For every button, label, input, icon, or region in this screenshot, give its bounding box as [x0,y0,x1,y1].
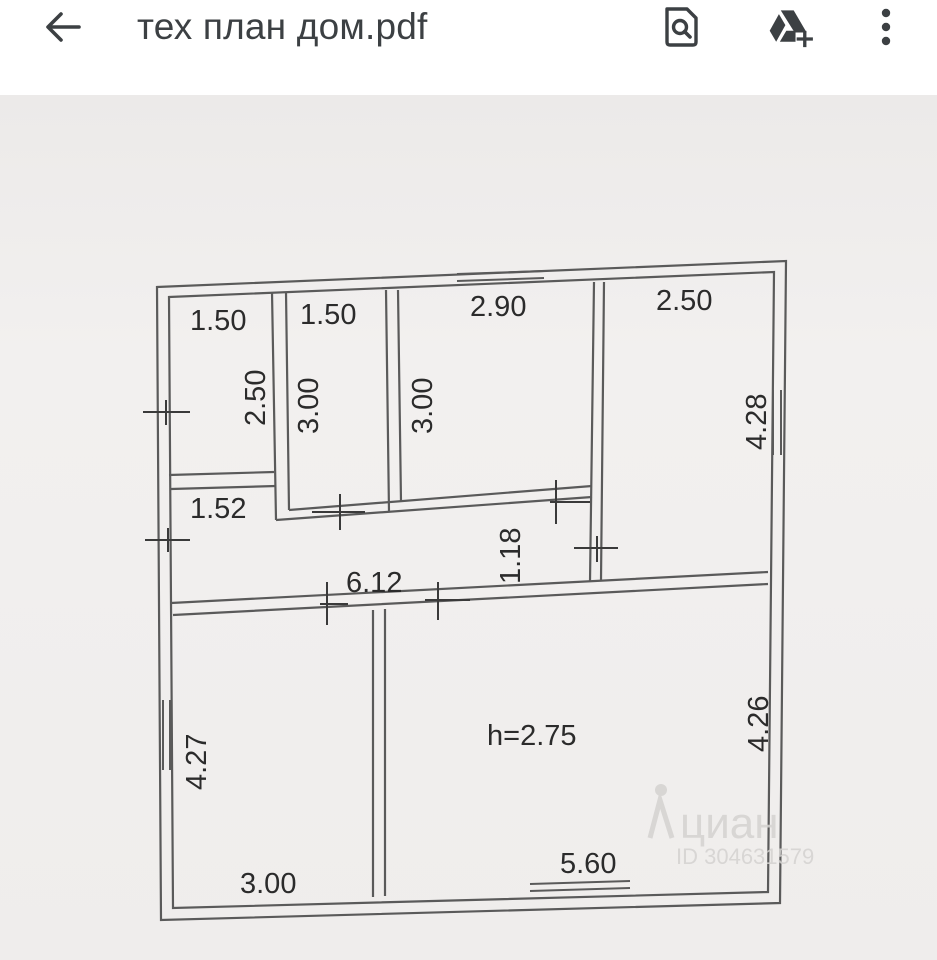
arrow-back-icon [43,7,83,47]
dim-bottom-left-height: 4.27 [181,733,213,790]
dim-room2-height: 3.00 [293,377,325,434]
drive-add-icon [766,5,814,49]
dim-wc-width: 1.50 [190,305,247,337]
dim-wc-height: 2.50 [240,369,272,426]
find-in-page-icon [661,5,701,49]
watermark-id: ID 304631579 [676,844,815,869]
cian-watermark [650,784,814,869]
dim-total-width: 6.12 [346,567,403,599]
find-in-page-button[interactable] [657,4,705,50]
windows [163,271,781,891]
dim-room2-width: 1.50 [300,299,357,331]
pdf-viewer[interactable] [0,95,937,960]
back-button[interactable] [40,4,86,50]
dim-room3-width: 2.90 [470,291,527,323]
more-vert-icon [880,7,892,47]
ceiling-height: h=2.75 [487,720,577,752]
dim-room3-height: 3.00 [407,377,439,434]
dim-corridor-height: 1.18 [495,527,527,584]
dim-hall-width: 1.52 [190,493,247,525]
watermark-brand: циан [680,799,779,848]
dim-right-room-height: 4.28 [741,393,773,450]
add-to-drive-button[interactable] [766,4,814,50]
floor-plan [0,95,937,960]
app-bar [0,0,937,95]
dim-bottom-right-width: 5.60 [560,848,617,880]
dim-right-room-width: 2.50 [656,285,713,317]
document-title: тех план дом.pdf [137,6,428,47]
more-options-button[interactable] [862,4,910,50]
dim-bottom-right-height: 4.26 [743,695,775,752]
dim-bottom-left-width: 3.00 [240,868,297,900]
cian-logo-icon [650,784,672,838]
